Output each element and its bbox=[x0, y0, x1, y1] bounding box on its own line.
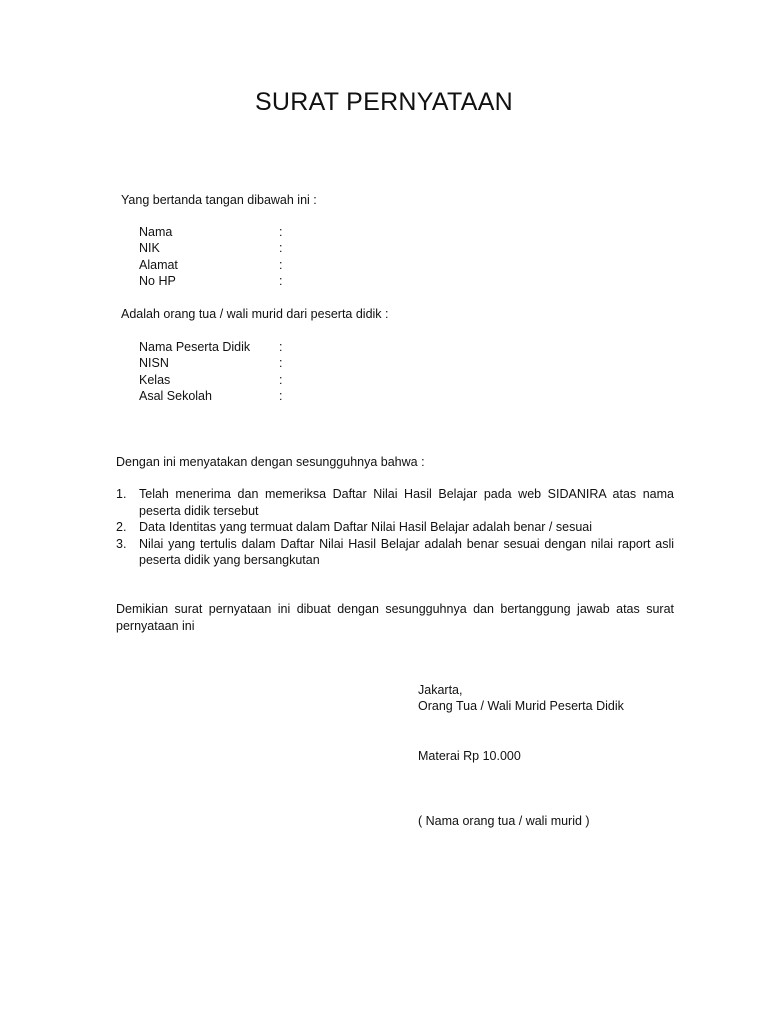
field-row-nik bbox=[139, 240, 282, 256]
field-row-nama bbox=[139, 224, 282, 240]
statement-line: peserta didik tersebut bbox=[139, 503, 259, 518]
field-colon: : bbox=[279, 274, 283, 288]
field-colon: : bbox=[279, 356, 283, 370]
field-row-asal-sekolah bbox=[139, 388, 282, 404]
field-label: Nama bbox=[139, 225, 173, 239]
field-row-nisn bbox=[139, 355, 282, 371]
statement-line: Nilai yang tertulis dalam Daftar Nilai Hasil Belajar adalah benar sesuai dengan nilai raport asli bbox=[139, 536, 674, 551]
stamp-note: Materai Rp 10.000 bbox=[418, 749, 521, 763]
closing-paragraph bbox=[116, 601, 674, 635]
field-label: NISN bbox=[139, 356, 169, 370]
field-label: NIK bbox=[139, 241, 160, 255]
statement-line: Telah menerima dan memeriksa Daftar Nilai Hasil Belajar pada web SIDANIRA atas nama bbox=[139, 487, 674, 501]
list-number: 2. bbox=[116, 520, 127, 534]
field-row-no-hp bbox=[139, 273, 282, 289]
field-colon: : bbox=[279, 258, 283, 272]
field-row-nama-peserta-didik bbox=[139, 339, 282, 355]
statement-line: peserta didik yang bersangkutan bbox=[139, 553, 320, 567]
field-label: Nama Peserta Didik bbox=[139, 340, 251, 354]
closing-line: pernyataan ini bbox=[116, 619, 195, 633]
signature-place: Jakarta, bbox=[418, 683, 463, 697]
page-title: SURAT PERNYATAAN bbox=[254, 88, 514, 116]
field-colon: : bbox=[279, 241, 283, 255]
field-label: Asal Sekolah bbox=[139, 389, 212, 403]
field-label: Kelas bbox=[139, 373, 171, 387]
intro-text: Yang bertanda tangan dibawah ini : bbox=[121, 193, 317, 207]
list-item bbox=[116, 486, 674, 519]
declaration-intro: Dengan ini menyatakan dengan sesungguhnya bahwa : bbox=[116, 455, 425, 469]
field-colon: : bbox=[279, 373, 283, 387]
field-colon: : bbox=[279, 225, 283, 239]
field-row-alamat bbox=[139, 257, 282, 273]
field-label: No HP bbox=[139, 274, 176, 288]
list-item bbox=[116, 519, 674, 536]
statement-line: Data Identitas yang termuat dalam Daftar Nilai Hasil Belajar adalah benar / sesuai bbox=[139, 520, 593, 534]
statement-list bbox=[116, 486, 674, 569]
signature-name-placeholder: ( Nama orang tua / wali murid ) bbox=[418, 814, 590, 828]
field-row-kelas bbox=[139, 372, 282, 388]
signature-role: Orang Tua / Wali Murid Peserta Didik bbox=[418, 699, 624, 713]
field-label: Alamat bbox=[139, 258, 178, 272]
list-item bbox=[116, 536, 674, 569]
field-colon: : bbox=[279, 340, 283, 354]
field-colon: : bbox=[279, 389, 283, 403]
closing-line: Demikian surat pernyataan ini dibuat dengan sesungguhnya dan bertanggung jawab atas surat bbox=[116, 602, 674, 616]
relation-text: Adalah orang tua / wali murid dari peserta didik : bbox=[121, 307, 389, 321]
list-number: 1. bbox=[116, 487, 127, 501]
list-number: 3. bbox=[116, 536, 127, 551]
